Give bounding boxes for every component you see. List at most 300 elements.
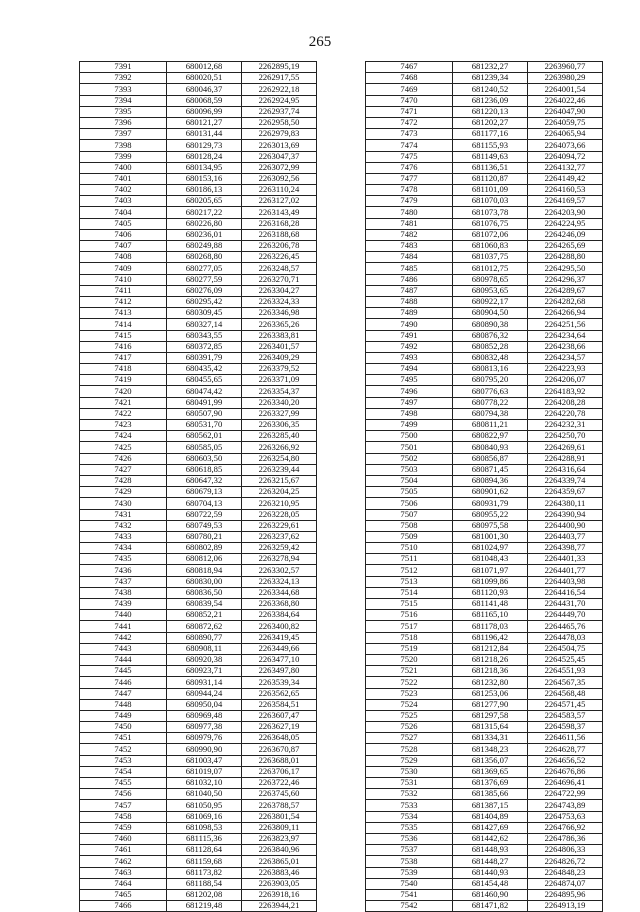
x-coordinate-cell: 680277,59: [167, 274, 242, 285]
table-row: [80, 744, 317, 755]
point-number-cell: 7541: [366, 889, 453, 900]
point-number-cell: 7403: [80, 196, 167, 207]
point-number-cell: 7480: [366, 207, 453, 218]
y-coordinate-cell: 2263706,17: [242, 766, 317, 777]
x-coordinate-cell: 681202,08: [167, 889, 242, 900]
table-row: [80, 296, 317, 307]
table-row: [366, 632, 603, 643]
table-row: [80, 319, 317, 330]
x-coordinate-cell: 681155,93: [453, 140, 528, 151]
table-row: [366, 173, 603, 184]
point-number-cell: 7453: [80, 755, 167, 766]
x-coordinate-cell: 681178,03: [453, 621, 528, 632]
y-coordinate-cell: 2264282,68: [528, 296, 603, 307]
x-coordinate-cell: 680977,38: [167, 722, 242, 733]
table-row: [366, 822, 603, 833]
y-coordinate-cell: 2263346,98: [242, 308, 317, 319]
x-coordinate-cell: 681037,75: [453, 252, 528, 263]
point-number-cell: 7472: [366, 117, 453, 128]
table-row: [80, 431, 317, 442]
table-row: [366, 274, 603, 285]
y-coordinate-cell: 2263254,80: [242, 453, 317, 464]
point-number-cell: 7394: [80, 95, 167, 106]
x-coordinate-cell: 681136,51: [453, 162, 528, 173]
x-coordinate-cell: 681460,90: [453, 889, 528, 900]
table-row: [366, 833, 603, 844]
table-row: [366, 599, 603, 610]
y-coordinate-cell: 2264359,67: [528, 487, 603, 498]
point-number-cell: 7435: [80, 554, 167, 565]
point-number-cell: 7494: [366, 364, 453, 375]
table-row: [366, 364, 603, 375]
table-row: [366, 151, 603, 162]
x-coordinate-cell: 680955,22: [453, 509, 528, 520]
x-coordinate-cell: 681159,68: [167, 856, 242, 867]
y-coordinate-cell: 2263285,40: [242, 431, 317, 442]
y-coordinate-cell: 2263960,77: [528, 62, 603, 73]
table-row: [366, 789, 603, 800]
x-coordinate-cell: 680778,22: [453, 397, 528, 408]
y-coordinate-cell: 2264568,48: [528, 688, 603, 699]
x-coordinate-cell: 681024,97: [453, 543, 528, 554]
point-number-cell: 7445: [80, 666, 167, 677]
point-number-cell: 7456: [80, 789, 167, 800]
x-coordinate-cell: 680128,24: [167, 151, 242, 162]
table-row: [366, 475, 603, 486]
table-row: [80, 531, 317, 542]
point-number-cell: 7461: [80, 845, 167, 856]
y-coordinate-cell: 2263013,69: [242, 140, 317, 151]
point-number-cell: 7415: [80, 330, 167, 341]
point-number-cell: 7471: [366, 106, 453, 117]
table-row: [366, 319, 603, 330]
table-row: [80, 498, 317, 509]
y-coordinate-cell: 2263237,62: [242, 531, 317, 542]
x-coordinate-cell: 680908,11: [167, 643, 242, 654]
x-coordinate-cell: 680812,06: [167, 554, 242, 565]
y-coordinate-cell: 2263206,78: [242, 241, 317, 252]
point-number-cell: 7501: [366, 442, 453, 453]
x-coordinate-cell: 680562,01: [167, 431, 242, 442]
point-number-cell: 7430: [80, 498, 167, 509]
y-coordinate-cell: 2264743,89: [528, 800, 603, 811]
point-number-cell: 7490: [366, 319, 453, 330]
point-number-cell: 7420: [80, 386, 167, 397]
y-coordinate-cell: 2264246,09: [528, 229, 603, 240]
point-number-cell: 7466: [80, 901, 167, 912]
x-coordinate-cell: 680904,50: [453, 308, 528, 319]
table-row: [80, 207, 317, 218]
table-row: [366, 330, 603, 341]
x-coordinate-cell: 680890,38: [453, 319, 528, 330]
point-number-cell: 7424: [80, 431, 167, 442]
y-coordinate-cell: 2263215,67: [242, 475, 317, 486]
y-coordinate-cell: 2263562,65: [242, 688, 317, 699]
x-coordinate-cell: 681069,16: [167, 811, 242, 822]
point-number-cell: 7483: [366, 241, 453, 252]
x-coordinate-cell: 680012,68: [167, 62, 242, 73]
point-number-cell: 7419: [80, 375, 167, 386]
table-row: [366, 386, 603, 397]
table-row: [366, 408, 603, 419]
point-number-cell: 7432: [80, 520, 167, 531]
point-number-cell: 7440: [80, 610, 167, 621]
y-coordinate-cell: 2264208,28: [528, 397, 603, 408]
point-number-cell: 7495: [366, 375, 453, 386]
point-number-cell: 7521: [366, 666, 453, 677]
y-coordinate-cell: 2263127,02: [242, 196, 317, 207]
x-coordinate-cell: 680813,16: [453, 364, 528, 375]
y-coordinate-cell: 2263302,57: [242, 565, 317, 576]
x-coordinate-cell: 681218,26: [453, 654, 528, 665]
y-coordinate-cell: 2263340,20: [242, 397, 317, 408]
x-coordinate-cell: 680920,38: [167, 654, 242, 665]
table-row: [366, 845, 603, 856]
point-number-cell: 7540: [366, 878, 453, 889]
point-number-cell: 7395: [80, 106, 167, 117]
point-number-cell: 7398: [80, 140, 167, 151]
x-coordinate-cell: 681454,48: [453, 878, 528, 889]
table-row: [80, 766, 317, 777]
x-coordinate-cell: 680679,13: [167, 487, 242, 498]
table-row: [80, 475, 317, 486]
table-row: [80, 73, 317, 84]
x-coordinate-cell: 680131,44: [167, 129, 242, 140]
point-number-cell: 7491: [366, 330, 453, 341]
point-number-cell: 7475: [366, 151, 453, 162]
x-coordinate-cell: 681071,97: [453, 565, 528, 576]
x-coordinate-cell: 681048,43: [453, 554, 528, 565]
x-coordinate-cell: 680153,16: [167, 173, 242, 184]
table-row: [366, 744, 603, 755]
x-coordinate-cell: 681177,16: [453, 129, 528, 140]
table-row: [80, 543, 317, 554]
table-row: [80, 218, 317, 229]
table-row: [366, 766, 603, 777]
point-number-cell: 7496: [366, 386, 453, 397]
table-row: [80, 341, 317, 352]
table-row: [366, 296, 603, 307]
table-row: [366, 464, 603, 475]
point-number-cell: 7439: [80, 599, 167, 610]
point-number-cell: 7474: [366, 140, 453, 151]
table-row: [366, 710, 603, 721]
y-coordinate-cell: 2264913,19: [528, 901, 603, 912]
y-coordinate-cell: 2263497,80: [242, 666, 317, 677]
x-coordinate-cell: 680276,09: [167, 285, 242, 296]
point-number-cell: 7463: [80, 867, 167, 878]
x-coordinate-cell: 680969,48: [167, 710, 242, 721]
table-row: [366, 733, 603, 744]
x-coordinate-cell: 681387,15: [453, 800, 528, 811]
table-row: [366, 565, 603, 576]
x-coordinate-cell: 680872,62: [167, 621, 242, 632]
y-coordinate-cell: 2262979,83: [242, 129, 317, 140]
y-coordinate-cell: 2264251,56: [528, 319, 603, 330]
point-number-cell: 7493: [366, 352, 453, 363]
x-coordinate-cell: 681212,84: [453, 643, 528, 654]
y-coordinate-cell: 2263278,94: [242, 554, 317, 565]
point-number-cell: 7425: [80, 442, 167, 453]
x-coordinate-cell: 680268,80: [167, 252, 242, 263]
table-row: [366, 576, 603, 587]
y-coordinate-cell: 2263449,66: [242, 643, 317, 654]
x-coordinate-cell: 681173,82: [167, 867, 242, 878]
table-row: [80, 62, 317, 73]
point-number-cell: 7528: [366, 744, 453, 755]
table-row: [366, 509, 603, 520]
point-number-cell: 7444: [80, 654, 167, 665]
y-coordinate-cell: 2264676,86: [528, 766, 603, 777]
y-coordinate-cell: 2264380,11: [528, 498, 603, 509]
point-number-cell: 7482: [366, 229, 453, 240]
table-row: [80, 442, 317, 453]
point-number-cell: 7459: [80, 822, 167, 833]
y-coordinate-cell: 2264753,63: [528, 811, 603, 822]
x-coordinate-cell: 680871,45: [453, 464, 528, 475]
point-number-cell: 7530: [366, 766, 453, 777]
x-coordinate-cell: 680277,05: [167, 263, 242, 274]
x-coordinate-cell: 681219,48: [167, 901, 242, 912]
table-row: [80, 129, 317, 140]
x-coordinate-cell: 681239,34: [453, 73, 528, 84]
y-coordinate-cell: 2262922,18: [242, 84, 317, 95]
point-number-cell: 7478: [366, 185, 453, 196]
x-coordinate-cell: 680236,01: [167, 229, 242, 240]
point-number-cell: 7517: [366, 621, 453, 632]
table-row: [80, 610, 317, 621]
point-number-cell: 7442: [80, 632, 167, 643]
x-coordinate-cell: 680391,79: [167, 352, 242, 363]
x-coordinate-cell: 680832,48: [453, 352, 528, 363]
point-number-cell: 7542: [366, 901, 453, 912]
x-coordinate-cell: 681060,83: [453, 241, 528, 252]
point-number-cell: 7513: [366, 576, 453, 587]
y-coordinate-cell: 2264059,75: [528, 117, 603, 128]
point-number-cell: 7443: [80, 643, 167, 654]
point-number-cell: 7508: [366, 520, 453, 531]
x-coordinate-cell: 681012,75: [453, 263, 528, 274]
y-coordinate-cell: 2264611,56: [528, 733, 603, 744]
table-row: [366, 397, 603, 408]
table-row: [366, 677, 603, 688]
point-number-cell: 7486: [366, 274, 453, 285]
point-number-cell: 7479: [366, 196, 453, 207]
y-coordinate-cell: 2263788,57: [242, 800, 317, 811]
y-coordinate-cell: 2263384,64: [242, 610, 317, 621]
y-coordinate-cell: 2263903,05: [242, 878, 317, 889]
table-row: [80, 464, 317, 475]
x-coordinate-cell: 681277,90: [453, 699, 528, 710]
table-row: [366, 162, 603, 173]
x-coordinate-cell: 681099,86: [453, 576, 528, 587]
y-coordinate-cell: 2264478,03: [528, 632, 603, 643]
x-coordinate-cell: 681471,82: [453, 901, 528, 912]
x-coordinate-cell: 680474,42: [167, 386, 242, 397]
table-row: [80, 576, 317, 587]
y-coordinate-cell: 2263745,60: [242, 789, 317, 800]
y-coordinate-cell: 2263368,80: [242, 599, 317, 610]
table-row: [80, 364, 317, 375]
table-row: [366, 84, 603, 95]
y-coordinate-cell: 2264238,66: [528, 341, 603, 352]
table-row: [80, 84, 317, 95]
y-coordinate-cell: 2263270,71: [242, 274, 317, 285]
x-coordinate-cell: 680840,93: [453, 442, 528, 453]
y-coordinate-cell: 2263865,01: [242, 856, 317, 867]
y-coordinate-cell: 2263354,37: [242, 386, 317, 397]
point-number-cell: 7434: [80, 543, 167, 554]
x-coordinate-cell: 680822,97: [453, 431, 528, 442]
point-number-cell: 7499: [366, 420, 453, 431]
point-number-cell: 7510: [366, 543, 453, 554]
point-number-cell: 7477: [366, 173, 453, 184]
point-number-cell: 7454: [80, 766, 167, 777]
x-coordinate-cell: 680749,53: [167, 520, 242, 531]
coordinates-table-right: [365, 61, 603, 912]
y-coordinate-cell: 2263801,54: [242, 811, 317, 822]
y-coordinate-cell: 2263229,61: [242, 520, 317, 531]
table-row: [366, 229, 603, 240]
y-coordinate-cell: 2262895,19: [242, 62, 317, 73]
y-coordinate-cell: 2264295,50: [528, 263, 603, 274]
x-coordinate-cell: 680704,13: [167, 498, 242, 509]
table-row: [366, 73, 603, 84]
x-coordinate-cell: 680618,85: [167, 464, 242, 475]
table-row: [80, 822, 317, 833]
point-number-cell: 7436: [80, 565, 167, 576]
x-coordinate-cell: 680129,73: [167, 140, 242, 151]
point-number-cell: 7526: [366, 722, 453, 733]
y-coordinate-cell: 2264551,93: [528, 666, 603, 677]
table-row: [80, 710, 317, 721]
x-coordinate-cell: 680327,14: [167, 319, 242, 330]
table-row: [366, 755, 603, 766]
point-number-cell: 7506: [366, 498, 453, 509]
x-coordinate-cell: 680802,89: [167, 543, 242, 554]
point-number-cell: 7437: [80, 576, 167, 587]
y-coordinate-cell: 2263143,49: [242, 207, 317, 218]
table-row: [366, 587, 603, 598]
y-coordinate-cell: 2264766,92: [528, 822, 603, 833]
point-number-cell: 7449: [80, 710, 167, 721]
point-number-cell: 7441: [80, 621, 167, 632]
table-row: [366, 117, 603, 128]
point-number-cell: 7469: [366, 84, 453, 95]
point-number-cell: 7452: [80, 744, 167, 755]
point-number-cell: 7465: [80, 889, 167, 900]
table-row: [80, 845, 317, 856]
point-number-cell: 7488: [366, 296, 453, 307]
point-number-cell: 7514: [366, 587, 453, 598]
x-coordinate-cell: 680121,27: [167, 117, 242, 128]
table-row: [366, 543, 603, 554]
point-number-cell: 7505: [366, 487, 453, 498]
x-coordinate-cell: 680876,32: [453, 330, 528, 341]
y-coordinate-cell: 2263239,44: [242, 464, 317, 475]
point-number-cell: 7421: [80, 397, 167, 408]
point-number-cell: 7450: [80, 722, 167, 733]
table-row: [80, 901, 317, 912]
x-coordinate-cell: 681253,06: [453, 688, 528, 699]
x-coordinate-cell: 680890,77: [167, 632, 242, 643]
x-coordinate-cell: 680226,80: [167, 218, 242, 229]
y-coordinate-cell: 2263918,16: [242, 889, 317, 900]
x-coordinate-cell: 681297,58: [453, 710, 528, 721]
x-coordinate-cell: 681098,53: [167, 822, 242, 833]
x-coordinate-cell: 680901,62: [453, 487, 528, 498]
x-coordinate-cell: 680894,36: [453, 475, 528, 486]
y-coordinate-cell: 2264183,92: [528, 386, 603, 397]
x-coordinate-cell: 681070,03: [453, 196, 528, 207]
point-number-cell: 7400: [80, 162, 167, 173]
point-number-cell: 7411: [80, 285, 167, 296]
x-coordinate-cell: 680217,22: [167, 207, 242, 218]
table-row: [366, 878, 603, 889]
y-coordinate-cell: 2264269,61: [528, 442, 603, 453]
point-number-cell: 7392: [80, 73, 167, 84]
table-row: [366, 498, 603, 509]
point-number-cell: 7438: [80, 587, 167, 598]
y-coordinate-cell: 2263228,05: [242, 509, 317, 520]
y-coordinate-cell: 2264400,90: [528, 520, 603, 531]
x-coordinate-cell: 680776,63: [453, 386, 528, 397]
point-number-cell: 7391: [80, 62, 167, 73]
table-row: [80, 330, 317, 341]
y-coordinate-cell: 2263371,09: [242, 375, 317, 386]
x-coordinate-cell: 680978,65: [453, 274, 528, 285]
point-number-cell: 7426: [80, 453, 167, 464]
table-row: [80, 833, 317, 844]
point-number-cell: 7481: [366, 218, 453, 229]
table-row: [366, 241, 603, 252]
point-number-cell: 7525: [366, 710, 453, 721]
y-coordinate-cell: 2263980,29: [528, 73, 603, 84]
point-number-cell: 7428: [80, 475, 167, 486]
y-coordinate-cell: 2264465,76: [528, 621, 603, 632]
point-number-cell: 7397: [80, 129, 167, 140]
table-row: [366, 520, 603, 531]
y-coordinate-cell: 2264398,77: [528, 543, 603, 554]
x-coordinate-cell: 681442,62: [453, 833, 528, 844]
y-coordinate-cell: 2264403,98: [528, 576, 603, 587]
point-number-cell: 7484: [366, 252, 453, 263]
point-number-cell: 7455: [80, 778, 167, 789]
table-row: [80, 520, 317, 531]
table-row: [366, 722, 603, 733]
table-row: [366, 699, 603, 710]
y-coordinate-cell: 2264401,33: [528, 554, 603, 565]
point-number-cell: 7507: [366, 509, 453, 520]
table-row: [366, 554, 603, 565]
point-number-cell: 7535: [366, 822, 453, 833]
y-coordinate-cell: 2263648,05: [242, 733, 317, 744]
y-coordinate-cell: 2264571,45: [528, 699, 603, 710]
point-number-cell: 7408: [80, 252, 167, 263]
y-coordinate-cell: 2264206,07: [528, 375, 603, 386]
point-number-cell: 7524: [366, 699, 453, 710]
x-coordinate-cell: 680856,87: [453, 453, 528, 464]
y-coordinate-cell: 2263539,34: [242, 677, 317, 688]
point-number-cell: 7489: [366, 308, 453, 319]
table-row: [366, 487, 603, 498]
y-coordinate-cell: 2264220,78: [528, 408, 603, 419]
point-number-cell: 7413: [80, 308, 167, 319]
y-coordinate-cell: 2263840,96: [242, 845, 317, 856]
y-coordinate-cell: 2264169,57: [528, 196, 603, 207]
x-coordinate-cell: 680975,58: [453, 520, 528, 531]
x-coordinate-cell: 680950,04: [167, 699, 242, 710]
